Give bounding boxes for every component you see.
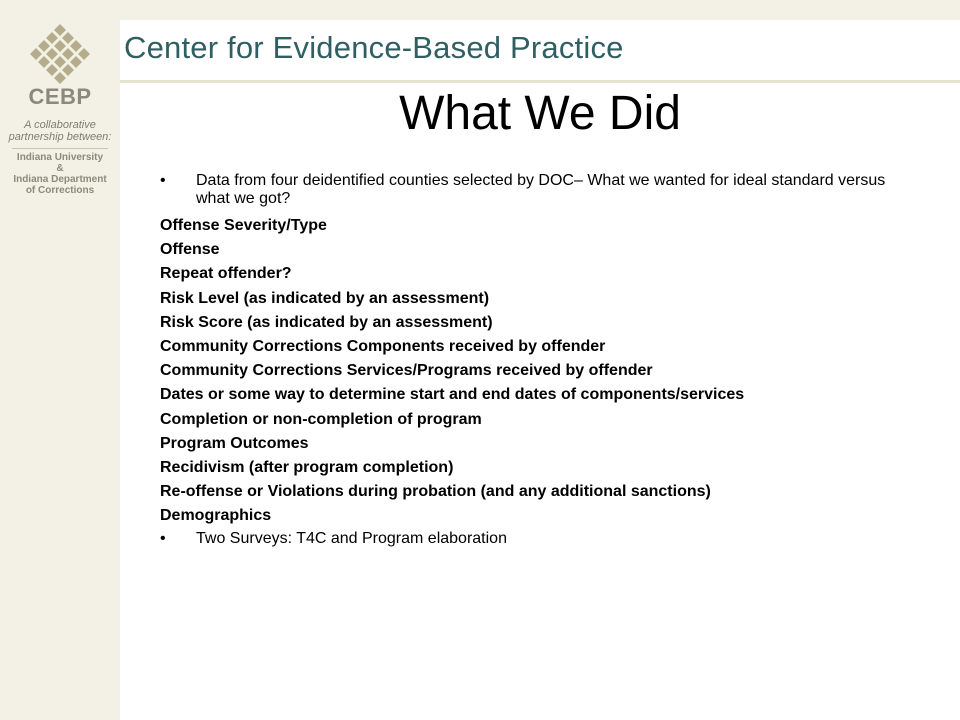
partner-line: Indiana University [16, 152, 104, 163]
cebp-logo-text: CEBP [28, 84, 92, 109]
partner-line: & [56, 163, 64, 174]
data-field-list [160, 214, 920, 529]
tagline [0, 119, 120, 143]
data-field-item: Community Corrections Services/Programs received by offender [160, 362, 653, 380]
partner-list [0, 152, 120, 196]
sidebar-divider [12, 148, 108, 149]
brand-title: Center for Evidence-Based Practice [124, 30, 624, 65]
tagline-line: partnership between: [8, 131, 112, 143]
data-field-item: Offense Severity/Type [160, 217, 327, 234]
data-field-item: Risk Level (as indicated by an assessment) [160, 289, 490, 307]
data-field-item: Community Corrections Components received by offender [160, 338, 606, 356]
partner-line: of Corrections [25, 185, 95, 196]
top-band [120, 0, 960, 20]
data-field-item: Completion or non-completion of program [160, 410, 482, 428]
data-field-item: Demographics [160, 507, 272, 525]
slide-content [160, 172, 920, 548]
data-field-item: Repeat offender? [160, 265, 292, 283]
bullet-icon: • [160, 172, 166, 189]
data-field-item: Program Outcomes [160, 434, 309, 452]
partner-line: Indiana Department [13, 174, 107, 185]
tagline-line: A collaborative [24, 119, 96, 131]
data-field-item: Re-offense or Violations during probation (and any additional sanctions) [160, 483, 711, 501]
data-field-item: Dates or some way to determine start and end dates of components/services [160, 386, 745, 404]
bullet-item [160, 530, 920, 548]
bullet-item [160, 172, 920, 208]
bullet-text: Data from four deidentified counties selected by DOC– What we wanted for ideal standard versus what we got? [196, 172, 886, 207]
cebp-logo-icon [28, 22, 92, 86]
data-field-item: Offense [160, 241, 220, 259]
header-divider [120, 80, 960, 83]
slide-title: What We Did [399, 87, 681, 140]
data-field-item: Risk Score (as indicated by an assessment) [160, 313, 493, 331]
bullet-icon: • [160, 529, 166, 547]
data-field-item: Recidivism (after program completion) [160, 459, 454, 477]
bullet-text: Two Surveys: T4C and Program elaboration [196, 529, 507, 547]
